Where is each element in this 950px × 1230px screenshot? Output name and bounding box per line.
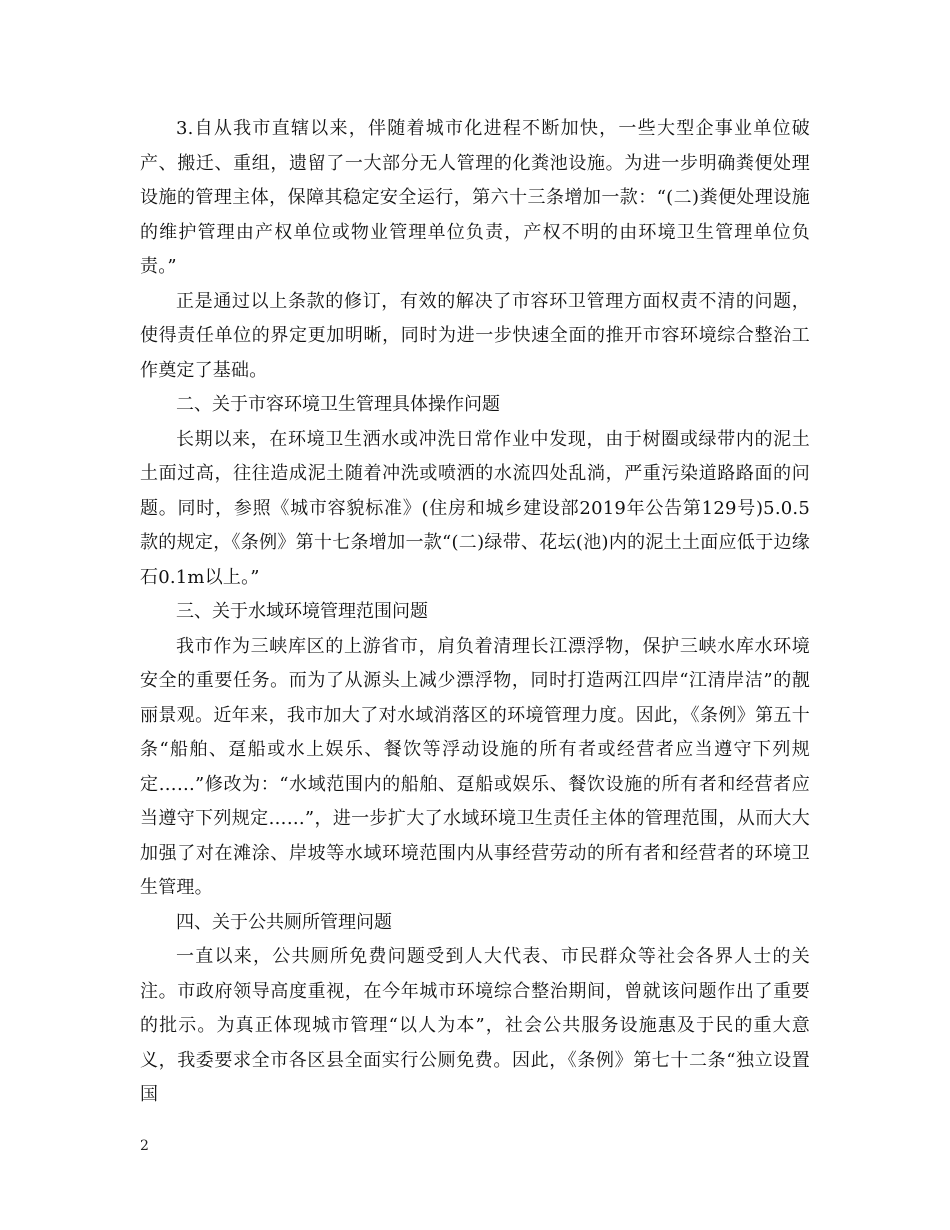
paragraph-public-toilets: 一直以来，公共厕所免费问题受到人大代表、市民群众等社会各界人士的关注。市政府领导高度重视，在今年城市环境综合整治期间，曾就该问题作出了重要的批示。为真正体现城市管理“以人为本”，社会公共服务设施惠及于民的重大意义，我委要求全市各区县全面实行公厕免费。因此，《条例》第七十二条“独立设置国 bbox=[140, 946, 810, 1105]
document-body bbox=[140, 112, 810, 1113]
section-heading-2: 二、关于市容环境卫生管理具体操作问题 bbox=[176, 394, 500, 415]
paragraph-septic-facilities: 3.自从我市直辖以来，伴随着城市化进程不断加快，一些大型企事业单位破产、搬迁、重组，遗留了一大部分无人管理的化粪池设施。为进一步明确粪便处理设施的管理主体，保障其稳定安全运行，第六十三条增加一款：“(二)粪便处理设施的维护管理由产权单位或物业管理单位负责，产权不明的由环境卫生管理单位负责。” bbox=[140, 118, 810, 277]
paragraph-sanitation-operations: 长期以来，在环境卫生洒水或冲洗日常作业中发现，由于树圈或绿带内的泥土土面过高，往往造成泥土随着冲洗或喷洒的水流四处乱淌，严重污染道路路面的问题。同时，参照《城市容貌标准》(住房和城乡建设部2019年公告第129号)5.0.5款的规定，《条例》第十七条增加一款“(二)绿带、花坛(池)内的泥土土面应低于边缘石0.1m以上。” bbox=[140, 428, 810, 588]
page-number: 2 bbox=[140, 1138, 149, 1154]
paragraph-revision-summary: 正是通过以上条款的修订，有效的解决了市容环卫管理方面权责不清的问题，使得责任单位的界定更加明晰，同时为进一步快速全面的推开市容环境综合整治工作奠定了基础。 bbox=[140, 290, 810, 381]
section-heading-3: 三、关于水域环境管理范围问题 bbox=[176, 601, 428, 622]
section-heading-4: 四、关于公共厕所管理问题 bbox=[176, 911, 392, 933]
paragraph-water-area: 我市作为三峡库区的上游省市，肩负着清理长江漂浮物，保护三峡水库水环境安全的重要任务。而为了从源头上减少漂浮物，同时打造两江四岸“江清岸洁”的靓丽景观。近年来，我市加大了对水域消落区的环境管理力度。因此，《条例》第五十条“船舶、趸船或水上娱乐、餐饮等浮动设施的所有者或经营者应当遵守下列规定……”修改为：“水域范围内的船舶、趸船或娱乐、餐饮设施的所有者和经营者应当遵守下列规定……”，进一步扩大了水域环境卫生责任主体的管理范围，从而大大加强了对在滩涂、岸坡等水域环境范围内从事经营劳动的所有者和经营者的环境卫生管理。 bbox=[140, 635, 810, 898]
